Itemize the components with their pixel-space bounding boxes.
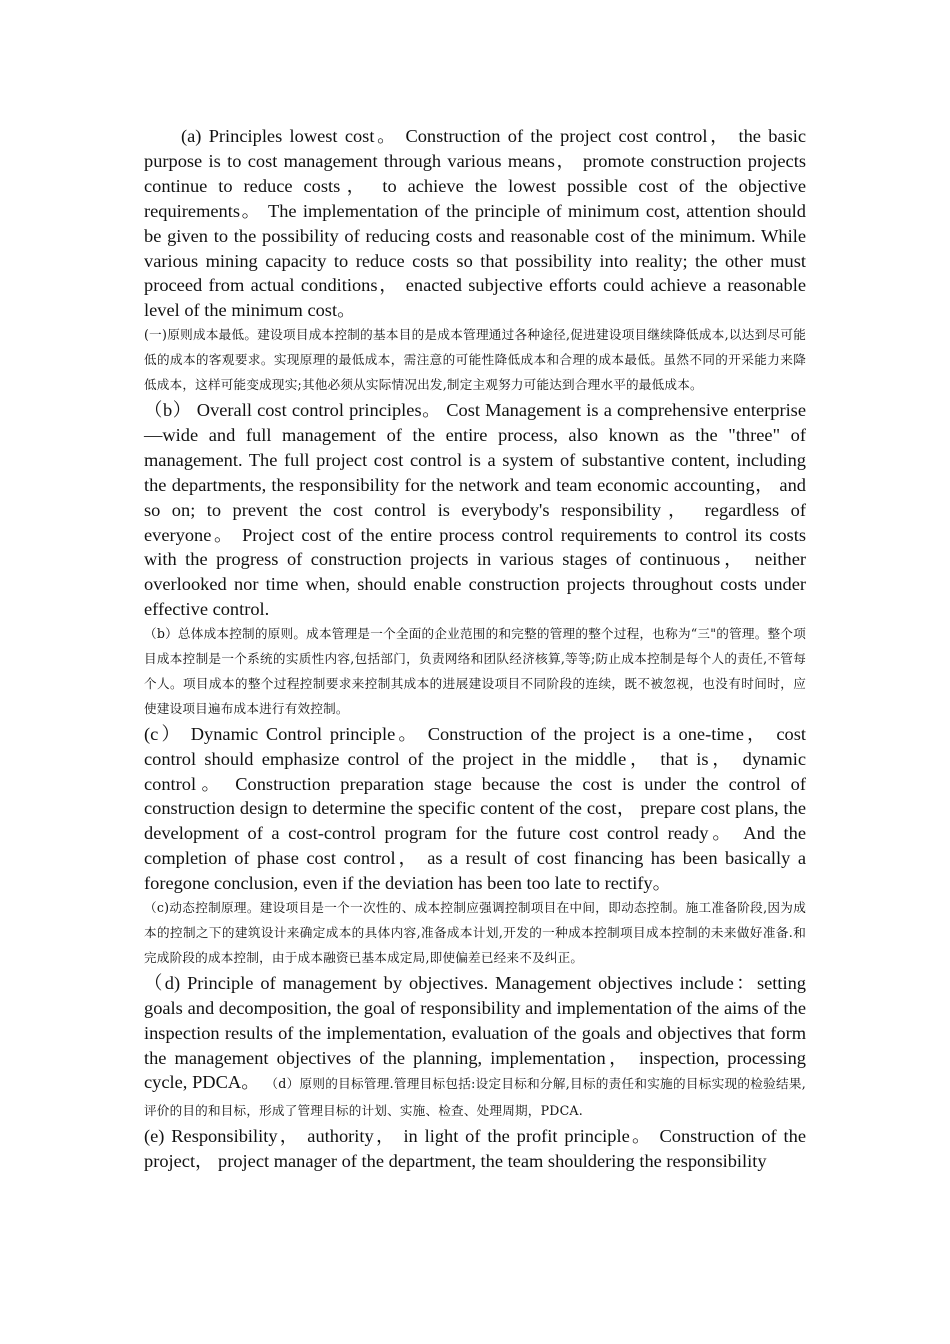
paragraph-e-english: (e) Responsibility， authority， in light of the profit principle。 Construction of the project， project manager of the department, the team shouldering the responsibility [144,1126,806,1172]
paragraph-b-chinese: （b）总体成本控制的原则。成本管理是一个全面的企业范围的和完整的管理的整个过程，也称为“三"的管理。整个项目成本控制是一个系统的实质性内容,包括部门，负责网络和团队经济核算,等等;防止成本控制是每个人的责任,不管每个人。项目成本的整个过程控制要求来控制其成本的进展建设项目不同阶段的连续，既不被忽视，也没有时间时，应使建设项目遍布成本进行有效控制。 [144,626,806,716]
paragraph-d-english: （d) Principle of management by objectives. Management objectives include：setting goals and decomposition, the goal of responsibility and implementation of the aims of the inspection results of the implementation, evaluation of the goals and objectives that form the management objectives of the planning, implementation， inspection, processing cycle, PDCA。 [144,972,806,1093]
paragraph-d [144,971,806,1124]
paragraph-b-english: （b） Overall cost control principles。 Cost Management is a comprehensive enterprise—wide and full management of the entire process, also known as the "three" of management. The full project cost control is a system of substantive content, including the departments, the responsibility for the network and team economic accounting， and so on; to prevent the cost control is everybody's responsibility， regardless of everyone。 Project cost of the entire process control requirements to control its costs with the progress of construction projects in various stages of continuous， neither overlooked nor time when, should enable construction projects throughout costs under effective control. [144,399,806,620]
paragraph-a-english: (a) Principles lowest cost。 Construction of the project cost control， the basic purpose is to cost management through various means， promote construction projects continue to reduce costs， to achieve the lowest possible cost of the objective requirements。 The implementation of the principle of minimum cost, attention should be given to the possibility of reducing costs and reasonable cost of the minimum. While various mining capacity to reduce costs so that possibility into reality; the other must proceed from actual conditions， enacted subjective efforts could achieve a reasonable level of the minimum cost。 [144,126,806,321]
paragraph-c-english: (c） Dynamic Control principle。 Construction of the project is a one-time， cost control should emphasize control of the project in the middle， that is， dynamic control。 Construction preparation stage because the cost is under the control of construction design to determine the specific content of the cost， prepare cost plans, the development of a cost-control program for the future cost control ready。 And the completion of phase cost control， as a result of cost financing has been basically a foregone conclusion, even if the deviation has been too late to rectify。 [144,723,806,894]
paragraph-a-chinese: (一)原则成本最低。建设项目成本控制的基本目的是成本管理通过各种途径,促进建设项目继续降低成本,以达到尽可能低的成本的客观要求。实现原理的最低成本，需注意的可能性降低成本和合理的成本最低。虽然不同的开采能力来降低成本，这样可能变成现实;其他必须从实际情况出发,制定主观努力可能达到合理水平的最低成本。 [144,327,806,393]
paragraph-d-chinese: （d）原则的目标管理.管理目标包括:设定目标和分解,目标的责任和实施的目标实现的检验结果,评价的目的和目标，形成了管理目标的计划、实施、检查、处理周期，PDCA. [144,1076,807,1119]
paragraph-c-chinese: （c)动态控制原理。建设项目是一个一次性的、成本控制应强调控制项目在中间，即动态控制。施工准备阶段,因为成本的控制之下的建筑设计来确定成本的具体内容,准备成本计划,开发的一种成本控制项目成本控制的未来做好准备.和完成阶段的成本控制，由于成本融资已基本成定局,即使偏差已经来不及纠正。 [144,900,806,965]
document-page [144,124,806,1174]
